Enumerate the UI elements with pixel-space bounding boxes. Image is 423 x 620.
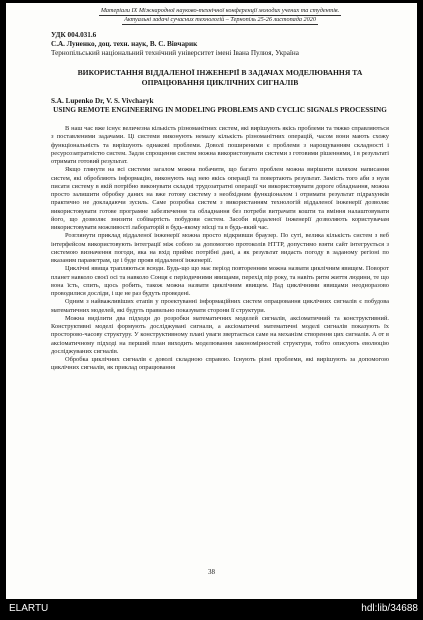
repository-name: ELARTU xyxy=(9,603,49,614)
paragraph: Можна виділити два підходи до розробки математичних моделей сигналів, аксіоматичний та конструктивний. Конструктивні моделі формують досліджувані сигнали, а аксіоматичні математичні моделі сигналів показують їх просторово-часову структуру. У конструктивному плані уваги звертається саме на механізм створення цих сигналів. А от в аксіоматичному підході на перший план виходить моделювання закономірностей структури, тобто описують еволюцію досліджуваних сигналів. xyxy=(51,314,389,355)
page-number: 38 xyxy=(208,568,215,576)
paragraph: Обробка циклічних сигналів є доволі складною справою. Існують різні проблеми, які вирішують за допомогою циклічних сигналів, як приклад опрацювання xyxy=(51,356,389,372)
authors-english: S.A. Lupenko Dr, V. S. Vivcharyk xyxy=(51,97,154,105)
repository-footer xyxy=(0,599,423,620)
paragraph: Одним з найважливіших етапів у проектуванні інформаційних систем опрацювання циклічних сигналів є побудова математичних моделей, які будуть правильно показувати сторони її структури. xyxy=(51,298,389,314)
udk-code: УДК 004.031.6 xyxy=(51,31,97,39)
affiliation: Тернопільський національний технічний університет імені Івана Пулюя, Україна xyxy=(51,49,299,57)
title-ukrainian: ВИКОРИСТАННЯ ВІДДАЛЕНОЇ ІНЖЕНЕРІЇ В ЗАДАЧАХ МОДЕЛЮВАННЯ ТА ОПРАЦЮВАННЯ ЦИКЛІЧНИХ СИГНАЛІВ xyxy=(77,68,363,87)
header-line-1: Матеріали IX Міжнародної науково-технічної конференції молодих учених та студентів. xyxy=(100,7,340,14)
conference-header xyxy=(51,7,389,25)
article-meta xyxy=(51,31,389,58)
paragraph: Якщо глянути на всі системи загалом можна побачити, що багато проблем можна вирішити шляхом написання систем, які обробляють інформацію, виконують над нею якісь операції та повертають результат. Замість того аби з нуля писати систему в якій потрібно виконувати складні трудозатратні операції чи використовувати дороге обладнання, можна просто залишити обробку даних на вже готову систему з необхідним функціоналом і отримати результат підрахунків практично не докладаючи зусиль. Саме розробка систем з використанням технологій віддаленої інженерії дозволяє використовувати готове програмне забезпечення та обладнання без потреби витрачати кошти та вміння налаштовувати його, що дозволяє знизити собівартість побудови систем. Засоби віддаленої інженерії дозволяють користувачам використовувати можливості лабораторій в будь-якому місці та в будь-який час. xyxy=(51,166,389,231)
paragraph: В наш час вже існує величезна кількість різноманітних систем, які вирішують якісь проблеми та тяжко справляються з поставленими задачами. Ці системи виконують немалу кількість різноманітних операцій, часом вони мають схожу функціональність та вирішують однакові проблеми. Доволі поширеними є проблеми з нарощуванням складності і ресурсозатратністю систем. Задля спрощення систем можна використовувати системи з готовими рішеннями, і в результаті отримати готовий результат. xyxy=(51,125,389,165)
handle-link[interactable]: hdl:lib/34688 xyxy=(361,603,418,614)
paragraph: Розглянути приклад віддаленої інженерії можна просто відкривши браузер. По суті, велика кількість систем з веб інтерфейсом використовують інтеграції між собою за допомогою протоколів HTTP, допустимо взяти сайт інтегрується з системою визначення погоди, яка на вхід приймє потрібні дані, а як результат видасть погоду в заданому регіоні по вказаним параметрам, це і буде прояв віддаленої інженерії. xyxy=(51,232,389,264)
title-english: USING REMOTE ENGINEERING IN MODELING PROBLEMS AND CYCLIC SIGNALS PROCESSING xyxy=(53,106,387,114)
authors-ua: С.А. Луненко, доц. техн. наук, В. С. Вівчарик xyxy=(51,40,198,48)
document-page xyxy=(6,3,417,599)
header-line-2: Актуальні задачі сучасних технологій – Тернопіль 25-26 листопада 2020 xyxy=(124,16,316,23)
article-body xyxy=(51,125,389,373)
paragraph: Циклічні явища трапляються всюди. Будь-що що має період повторенням можна назвати циклічним явищем. Поворот планет навколо своєї осі та навколо Сонця є періодичними явищами, перехід пір року, та навіть ритм життя людини, те що вона їсть, спить, щось робить, також можна назвати циклічним явищем. Над циклічними явищами неодноразово проводилися досліди, і ще не раз будуть проведені. xyxy=(51,265,389,297)
